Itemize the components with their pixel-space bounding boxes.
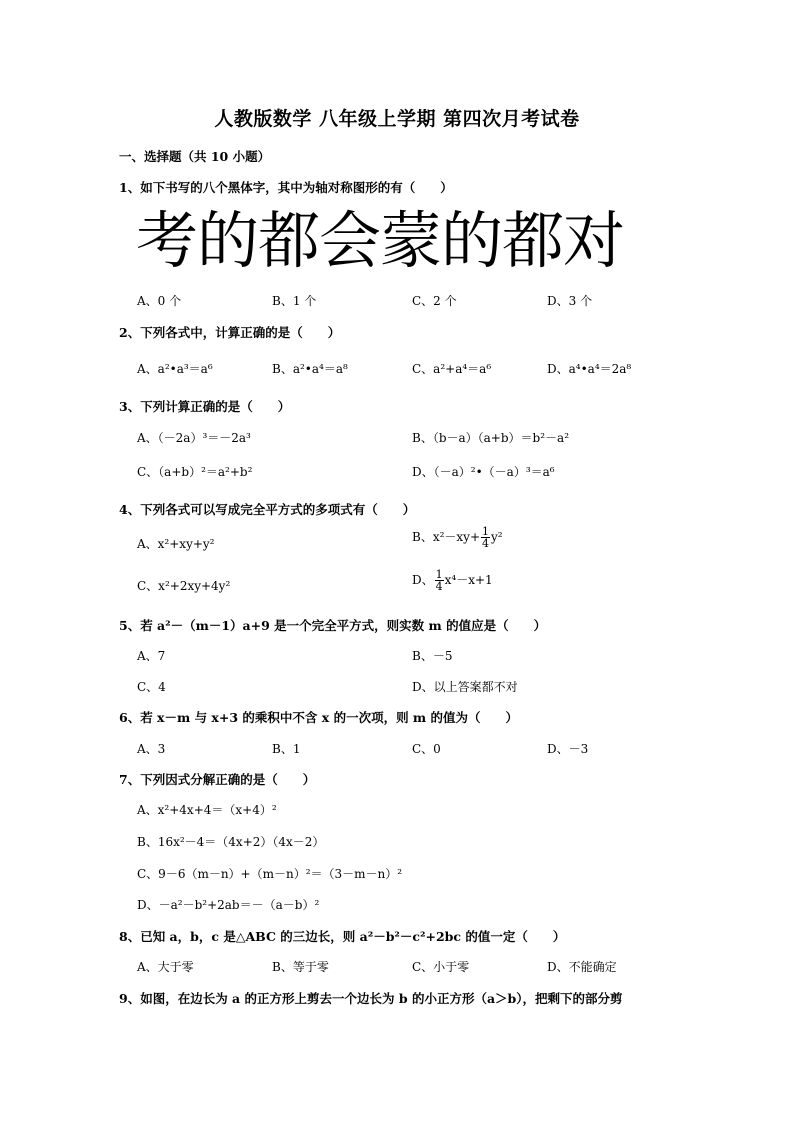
question-4-option-b-suffix: y² bbox=[491, 530, 503, 544]
question-6-option-c: C、0 bbox=[412, 742, 441, 756]
question-4-stem: 4、下列各式可以写成完全平方式的多项式有（ ） bbox=[119, 502, 416, 517]
question-6-option-b: B、1 bbox=[272, 742, 301, 756]
question-8-option-a: A、大于零 bbox=[137, 960, 194, 974]
fraction-denominator: 4 bbox=[482, 537, 489, 550]
question-7-option-c: C、9－6（m－n）+（m－n）²＝（3－m－n）² bbox=[137, 867, 403, 881]
question-4-option-b bbox=[412, 526, 503, 549]
section-heading: 一、选择题（共 10 小题） bbox=[119, 149, 271, 164]
question-2-option-d: D、a⁴•a⁴＝2a⁸ bbox=[547, 362, 632, 376]
question-1-characters: 考的都会蒙的都对 bbox=[136, 204, 625, 277]
question-3-stem: 3、下列计算正确的是（ ） bbox=[119, 399, 291, 414]
question-5-option-a: A、7 bbox=[137, 649, 166, 663]
question-4-option-d-prefix: D、 bbox=[412, 573, 434, 587]
fraction bbox=[435, 569, 444, 592]
question-1-option-b: B、1 个 bbox=[272, 294, 317, 308]
question-7-option-a: A、x²+4x+4＝（x+4）² bbox=[137, 803, 277, 817]
question-7-stem: 7、下列因式分解正确的是（ ） bbox=[119, 772, 316, 787]
question-3-option-d: D、（－a）²•（－a）³＝a⁶ bbox=[412, 465, 555, 479]
question-5-option-c: C、4 bbox=[137, 680, 166, 694]
question-1-option-a: A、0 个 bbox=[137, 294, 182, 308]
question-3-option-a: A、（－2a）³＝－2a³ bbox=[137, 431, 251, 445]
question-1-stem: 1、如下书写的八个黑体字，其中为轴对称图形的有（ ） bbox=[119, 180, 453, 195]
question-9-stem: 9、如图，在边长为 a 的正方形上剪去一个边长为 b 的小正方形（a＞b），把剩下的部分剪 bbox=[119, 991, 623, 1006]
question-5-option-d: D、以上答案都不对 bbox=[412, 680, 518, 694]
question-6-option-d: D、－3 bbox=[547, 742, 589, 756]
question-2-stem: 2、下列各式中，计算正确的是（ ） bbox=[119, 325, 341, 340]
question-3-option-c: C、（a+b）²＝a²+b² bbox=[137, 465, 253, 479]
question-1-option-d: D、3 个 bbox=[547, 294, 593, 308]
question-1-option-c: C、2 个 bbox=[412, 294, 457, 308]
question-4-option-b-prefix: B、x²－xy+ bbox=[412, 530, 480, 544]
question-8-option-c: C、小于零 bbox=[412, 960, 470, 974]
question-5-option-b: B、－5 bbox=[412, 649, 453, 663]
question-2-option-a: A、a²•a³＝a⁶ bbox=[137, 362, 213, 376]
question-2-option-b: B、a²•a⁴＝a⁸ bbox=[272, 362, 348, 376]
question-4-option-d-suffix: x⁴－x+1 bbox=[444, 573, 493, 587]
page-title: 人教版数学 八年级上学期 第四次月考试卷 bbox=[214, 108, 580, 130]
fraction-numerator: 1 bbox=[482, 525, 489, 538]
fraction-denominator: 4 bbox=[435, 580, 443, 593]
question-4-option-a: A、x²+xy+y² bbox=[137, 537, 215, 551]
question-4-option-c: C、x²+2xy+4y² bbox=[137, 579, 231, 593]
question-6-stem: 6、若 x－m 与 x+3 的乘积中不含 x 的一次项，则 m 的值为（ ） bbox=[119, 710, 518, 725]
question-3-option-b: B、（b－a）（a+b）＝b²－a² bbox=[412, 431, 570, 445]
question-2-option-c: C、a²+a⁴＝a⁶ bbox=[412, 362, 492, 376]
question-4-option-d bbox=[412, 569, 493, 592]
question-8-option-b: B、等于零 bbox=[272, 960, 329, 974]
question-6-option-a: A、3 bbox=[137, 742, 166, 756]
question-8-stem: 8、已知 a，b，c 是△ABC 的三边长，则 a²－b²－c²+2bc 的值一定（ ） bbox=[119, 929, 566, 944]
fraction bbox=[481, 526, 490, 549]
question-7-option-b: B、16x²－4＝（4x+2）（4x－2） bbox=[137, 835, 325, 849]
fraction-numerator: 1 bbox=[435, 568, 443, 581]
question-7-option-d: D、－a²－b²+2ab＝－（a－b）² bbox=[137, 898, 320, 912]
question-8-option-d: D、不能确定 bbox=[547, 960, 617, 974]
question-5-stem: 5、若 a²－（m－1）a+9 是一个完全平方式，则实数 m 的值应是（ ） bbox=[119, 618, 547, 633]
